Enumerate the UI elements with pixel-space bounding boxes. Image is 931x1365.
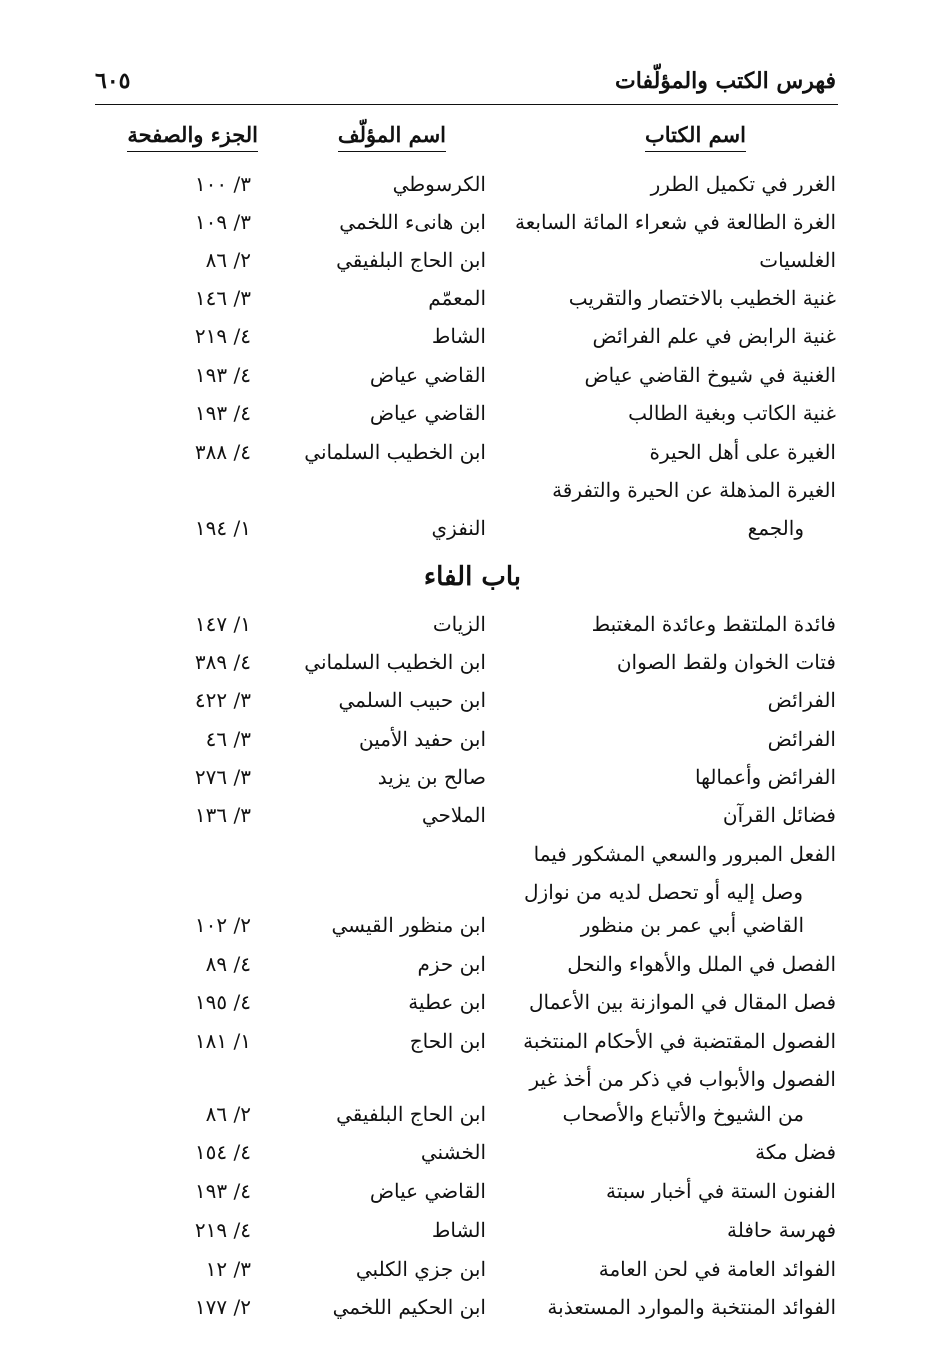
table-row: [91, 324, 836, 362]
volume-page: ٣/ ٢٧٦: [194, 765, 251, 789]
table-row: [91, 803, 836, 841]
volume-page: ٣/ ١٣٦: [194, 803, 251, 827]
volume-page: ٤/ ٣٨٩: [194, 650, 251, 674]
table-row: [91, 286, 836, 324]
author-name: القاضي عياض: [369, 363, 486, 387]
author-name: القاضي عياض: [369, 1179, 486, 1203]
author-name: الشاط: [431, 324, 486, 348]
book-title: الغيرة على أهل الحيرة: [649, 440, 836, 464]
book-title: الفوائد العامة في لحن العامة: [598, 1257, 836, 1281]
book-title-line: الغيرة المذهلة عن الحيرة والتفرقة: [552, 478, 836, 502]
table-row: [91, 650, 836, 688]
book-title-continuation: القاضي أبي عمر بن منظور: [580, 913, 804, 937]
author-name: ابن الخطيب السلماني: [304, 440, 486, 464]
volume-page: ٢/ ٨٦: [205, 1102, 251, 1126]
book-title-continuation: والجمع: [747, 516, 804, 540]
table-row: [91, 440, 836, 478]
author-name: الزيات: [432, 612, 486, 636]
column-header-book: اسم الكتاب: [645, 122, 746, 152]
book-title: الغرة الطالعة في شعراء المائة السابعة: [515, 210, 836, 234]
book-title: غنية الخطيب بالاختصار والتقريب: [568, 286, 836, 310]
book-title-line: الفعل المبرور والسعي المشكور فيما: [533, 842, 836, 866]
table-row: [91, 990, 836, 1028]
volume-page: ٣/ ١٤٦: [194, 286, 251, 310]
author-name: ابن الحاج: [409, 1029, 486, 1053]
table-row: [91, 401, 836, 439]
volume-page: ٤/ ٣٨٨: [194, 440, 251, 464]
author-name: ابن حفيد الأمين: [358, 727, 486, 751]
book-title: فائدة الملتقط وعائدة المغتبط: [591, 612, 836, 636]
table-row: [91, 765, 836, 803]
book-title: الفصل في الملل والأهواء والنحل: [567, 952, 836, 976]
column-header-volume-page: الجزء والصفحة: [127, 122, 258, 152]
volume-page: ١/ ١٤٧: [194, 612, 251, 636]
book-title: الغلسيات: [759, 248, 836, 272]
table-row: [91, 363, 836, 401]
table-row: [91, 913, 836, 951]
section-heading-fa: باب الفاء: [423, 562, 521, 592]
book-title: الفوائد المنتخبة والموارد المستعذبة: [547, 1295, 836, 1319]
table-row: [91, 952, 836, 990]
volume-page: ٤/ ١٩٣: [194, 401, 251, 425]
volume-page: ٤/ ٢١٩: [194, 1218, 251, 1242]
volume-page: ٤/ ٢١٩: [194, 324, 251, 348]
book-title: الفنون الستة في أخبار سبتة: [606, 1179, 836, 1203]
volume-page: ٣/ ١٠٩: [194, 210, 251, 234]
book-title: الفرائض: [767, 688, 836, 712]
volume-page: ٣/ ١٠٠: [194, 172, 251, 196]
author-name: الملاحي: [421, 803, 486, 827]
volume-page: ٤/ ١٥٤: [194, 1140, 251, 1164]
volume-page: ٣/ ١٢: [205, 1257, 251, 1281]
page-number: ٦٠٥: [95, 68, 131, 94]
book-title: الغرر في تكميل الطرر: [650, 172, 836, 196]
book-title: فهرسة حافلة: [726, 1218, 836, 1242]
table-row: [91, 1029, 836, 1067]
table-row: [91, 516, 836, 554]
volume-page: ٣/ ٤٢٢: [194, 688, 251, 712]
column-header-author: اسم المؤلّف: [338, 122, 446, 152]
author-name: ابن جزي الكلبي: [355, 1257, 486, 1281]
volume-page: ٢/ ١٠٢: [194, 913, 251, 937]
author-name: الشاط: [431, 1218, 486, 1242]
book-title: فتات الخوان ولقط الصوان: [616, 650, 836, 674]
author-name: ابن حبيب السلمي: [338, 688, 486, 712]
running-title: فهرس الكتب والمؤلّفات: [615, 68, 836, 94]
book-title: فضائل القرآن: [722, 803, 836, 827]
table-row: [91, 172, 836, 210]
author-name: النفزي: [431, 516, 486, 540]
volume-page: ٤/ ١٩٣: [194, 1179, 251, 1203]
book-title: فصل المقال في الموازنة بين الأعمال: [529, 990, 836, 1014]
book-title-continuation: من الشيوخ والأتباع والأصحاب: [562, 1102, 804, 1126]
page-header: [95, 68, 836, 104]
table-row: [91, 1140, 836, 1178]
book-title-line: وصل إليه أو تحصل لديه من نوازل: [524, 880, 803, 904]
table-row: [91, 1218, 836, 1256]
table-row: [91, 612, 836, 650]
book-title: الغنية في شيوخ القاضي عياض: [584, 363, 836, 387]
author-name: ابن هانىء اللخمي: [339, 210, 486, 234]
author-name: ابن الحاج البلفيقي: [336, 1102, 486, 1126]
author-name: ابن منظور القيسي: [331, 913, 486, 937]
author-name: ابن الخطيب السلماني: [304, 650, 486, 674]
volume-page: ٢/ ١٧٧: [194, 1295, 251, 1319]
volume-page: ٤/ ١٩٣: [194, 363, 251, 387]
table-row: [91, 248, 836, 286]
author-name: ابن الحاج البلفيقي: [336, 248, 486, 272]
author-name: ابن حزم: [417, 952, 486, 976]
book-title: الفصول المقتضبة في الأحكام المنتخبة: [523, 1029, 836, 1053]
table-row: [91, 1102, 836, 1140]
book-title: الفرائض: [767, 727, 836, 751]
table-row: [91, 1295, 836, 1333]
author-name: صالح بن يزيد: [377, 765, 486, 789]
author-name: الكرسوطي: [392, 172, 486, 196]
table-row: [91, 688, 836, 726]
table-row: [91, 1257, 836, 1295]
volume-page: ١/ ١٨١: [194, 1029, 251, 1053]
table-row: [91, 1179, 836, 1217]
volume-page: ٢/ ٨٦: [205, 248, 251, 272]
book-title: فضل مكة: [755, 1140, 836, 1164]
author-name: ابن الحكيم اللخمي: [332, 1295, 486, 1319]
book-title: الفرائض وأعمالها: [695, 765, 836, 789]
author-name: الخشني: [420, 1140, 486, 1164]
header-rule: [95, 104, 838, 105]
table-row: [91, 727, 836, 765]
book-title: غنية الكاتب وبغية الطالب: [628, 401, 836, 425]
volume-page: ٤/ ٨٩: [205, 952, 251, 976]
book-title: غنية الرابض في علم الفرائض: [592, 324, 836, 348]
book-title-line: الفصول والأبواب في ذكر من أخذ غير: [529, 1067, 836, 1091]
volume-page: ١/ ١٩٤: [194, 516, 251, 540]
author-name: المعمّم: [428, 286, 486, 310]
table-row: [91, 210, 836, 248]
volume-page: ٣/ ٤٦: [205, 727, 251, 751]
author-name: ابن عطية: [408, 990, 486, 1014]
volume-page: ٤/ ١٩٥: [194, 990, 251, 1014]
author-name: القاضي عياض: [369, 401, 486, 425]
